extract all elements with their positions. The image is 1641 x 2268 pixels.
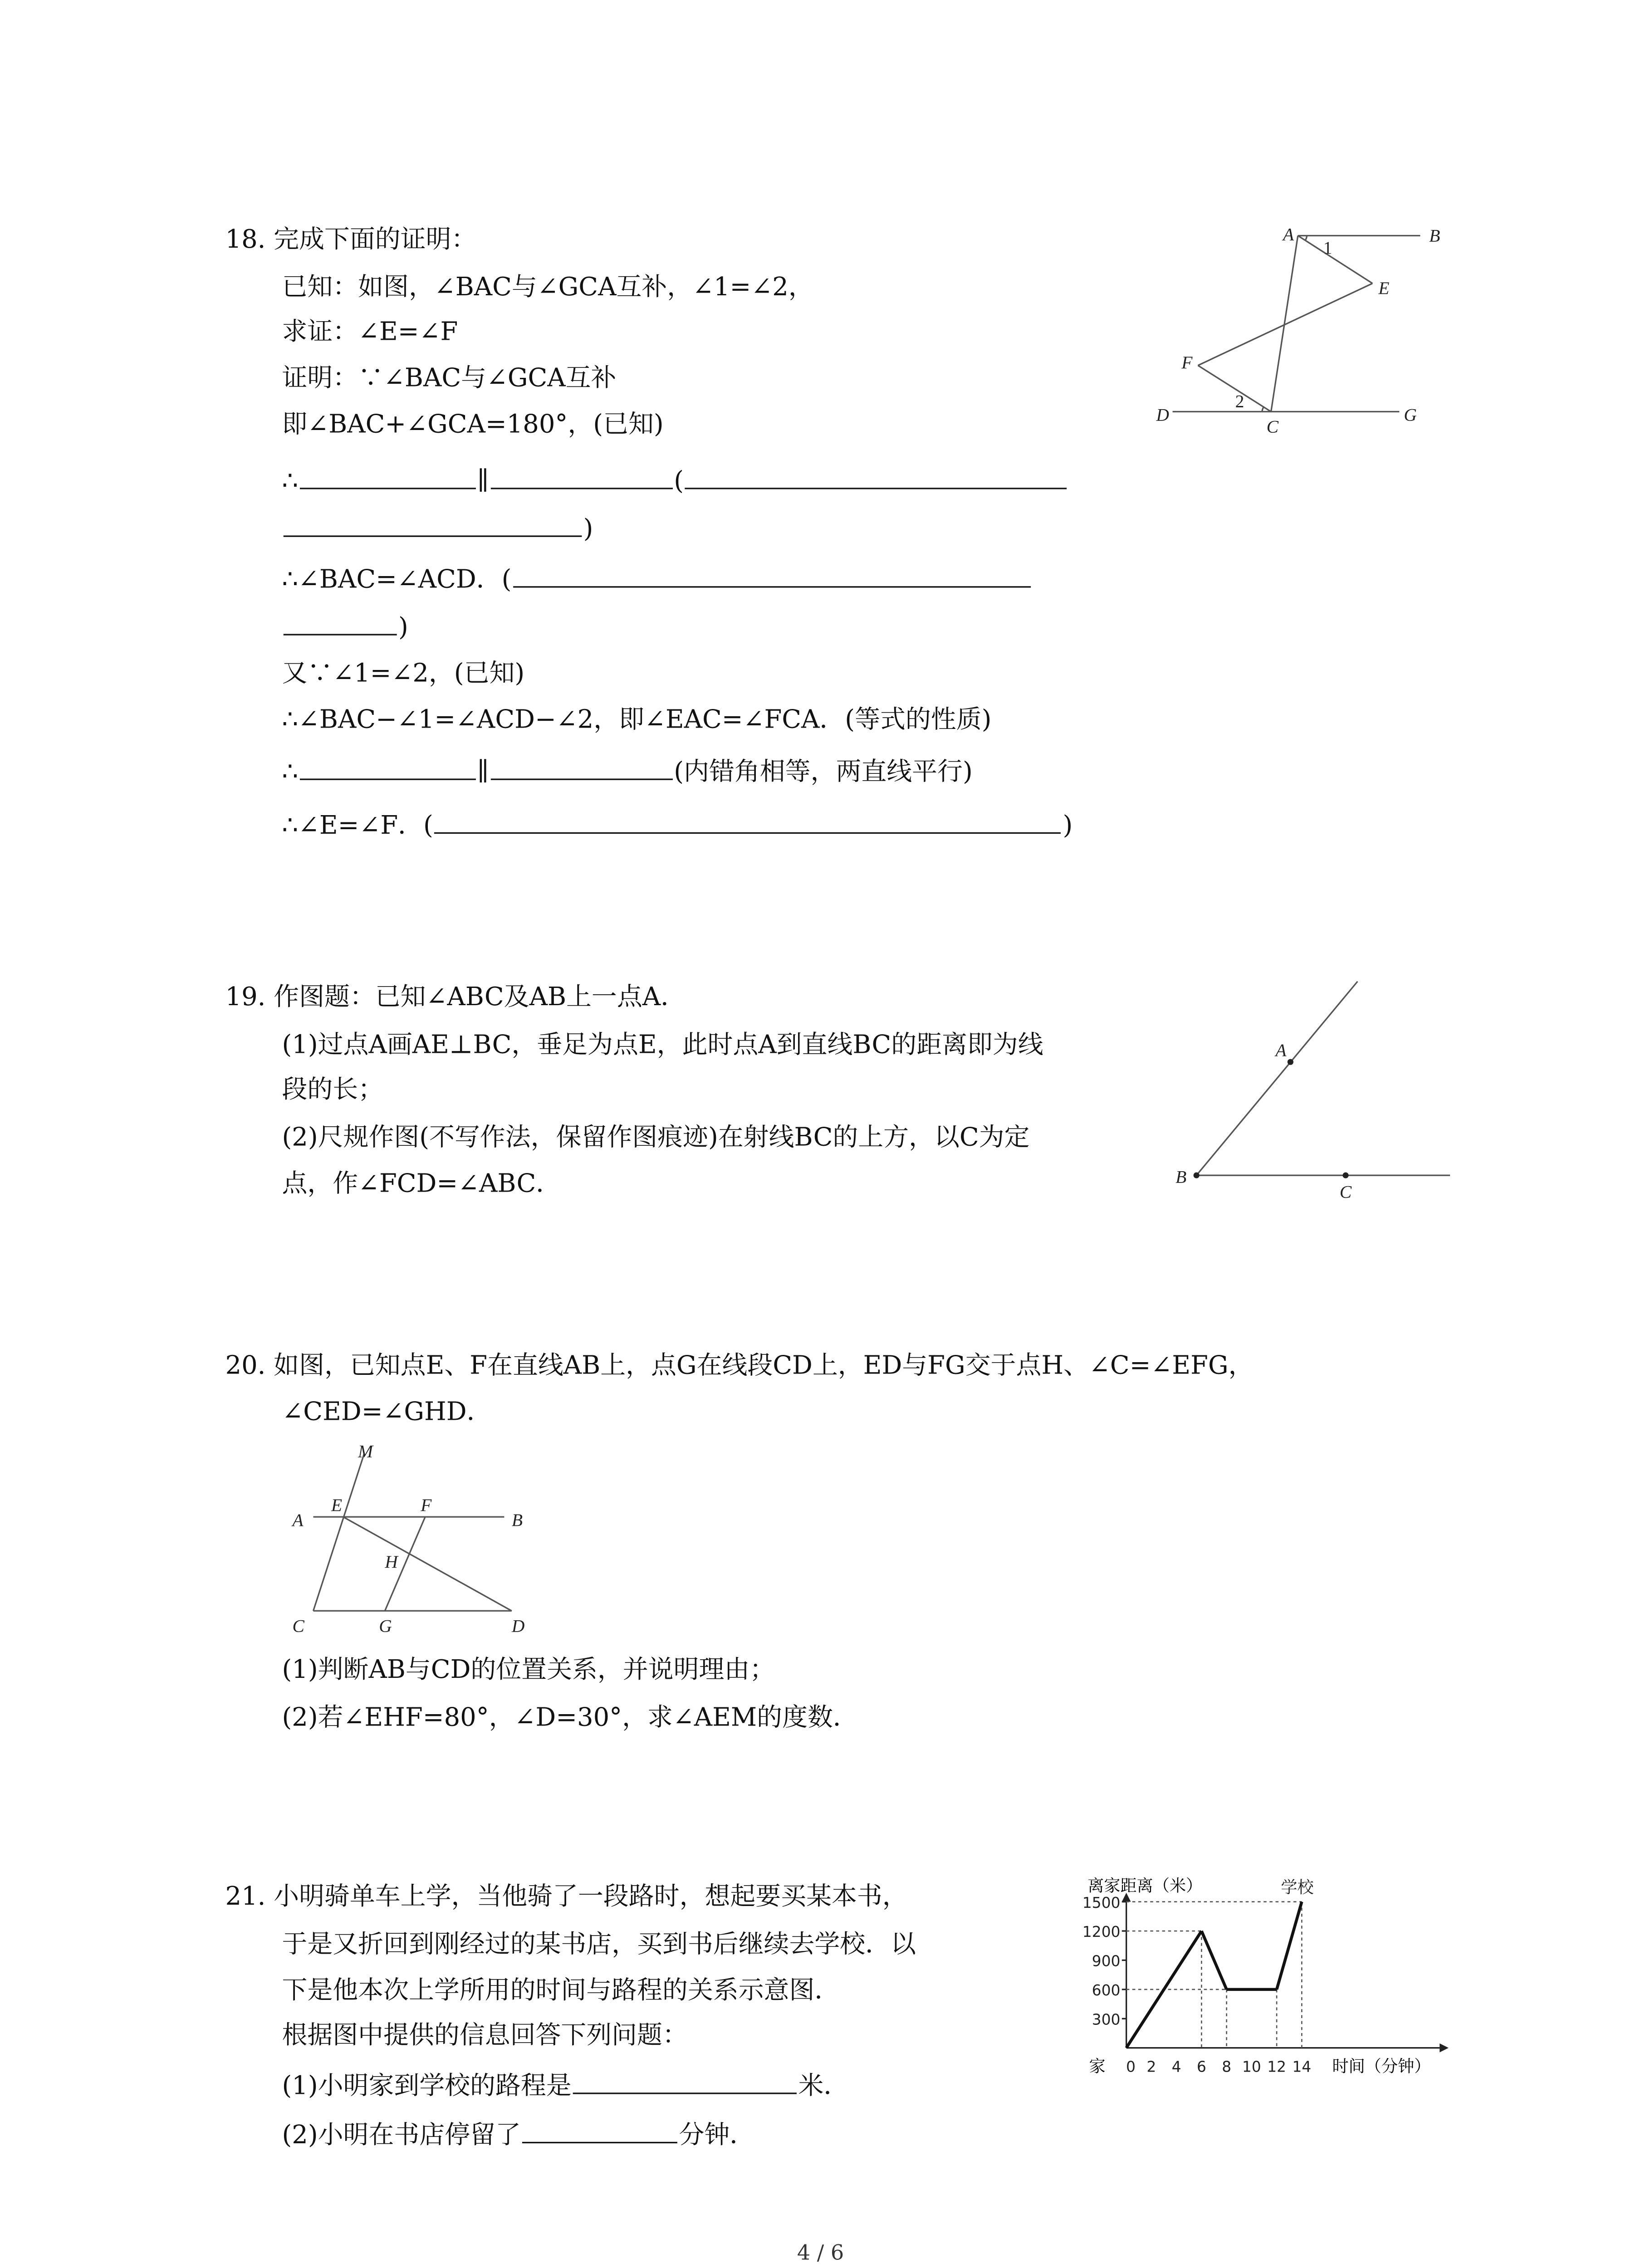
- x-tick-label: 8: [1222, 2058, 1232, 2076]
- label-d: D: [1156, 405, 1169, 425]
- label-c: C: [1339, 1182, 1352, 1202]
- line-mc: [314, 1454, 364, 1611]
- unit-text: 分钟．: [679, 2121, 755, 2151]
- label-h: H: [385, 1551, 398, 1572]
- label-e: E: [331, 1495, 343, 1515]
- answer-blank[interactable]: [522, 2116, 677, 2143]
- q18-proof-intro: 证明：∵∠BAC与∠GCA互补: [282, 364, 617, 394]
- reason-blank[interactable]: [435, 807, 1061, 834]
- label-f: F: [1181, 352, 1193, 373]
- close-paren: ): [1063, 811, 1073, 841]
- q18-given: 已知：如图，∠BAC与∠GCA互补，∠1=∠2，: [282, 273, 814, 303]
- q18-parallel-line-2: [282, 753, 972, 791]
- y-axis-label: 离家距离（米）: [1087, 1876, 1203, 1896]
- q19-part1-a: (1)过点A画AE⊥BC，垂足为点E，此时点A到直线BC的距离即为线: [282, 1031, 1043, 1061]
- label-m: M: [358, 1441, 373, 1461]
- q18-prove: 求证：∠E=∠F: [282, 318, 458, 348]
- question-text: (1)小明家到学校的路程是: [282, 2072, 572, 2102]
- ray-ba: [1196, 982, 1357, 1175]
- label-a: A: [1275, 1040, 1287, 1061]
- label-b: B: [1176, 1167, 1187, 1187]
- point-a: [1288, 1059, 1293, 1065]
- y-tick-label: 1200: [1082, 1923, 1121, 1941]
- question-text: (2)小明在书店停留了: [282, 2121, 521, 2151]
- label-c: C: [1266, 416, 1279, 437]
- therefore-symbol: ∴: [282, 467, 299, 497]
- q21-part1: [282, 2067, 849, 2104]
- statement-text: ∴∠E=∠F．(: [282, 811, 433, 841]
- label-e: E: [1378, 278, 1390, 298]
- q18-line-sum: 即∠BAC+∠GCA=180°，(已知): [282, 410, 664, 440]
- q19-part2-a: (2)尺规作图(不写作法，保留作图痕迹)在射线BC的上方，以C为定: [282, 1123, 1030, 1153]
- point-b: [1194, 1173, 1200, 1178]
- close-paren: ): [583, 514, 593, 545]
- reason-blank[interactable]: [284, 609, 397, 635]
- reason-blank[interactable]: [685, 462, 1067, 489]
- angle-1-label: 1: [1323, 237, 1332, 258]
- q20-part1: (1)判断AB与CD的位置关系，并说明理由；: [282, 1655, 775, 1686]
- q18-line-angles-eq: [282, 561, 1032, 598]
- unit-text: 米．: [798, 2072, 849, 2102]
- angle-2-label: 2: [1235, 391, 1244, 411]
- x-tick-label: 14: [1292, 2058, 1312, 2076]
- parallel-symbol: ∥: [477, 467, 489, 497]
- y-tick-label: 1500: [1082, 1893, 1121, 1911]
- q20-part2: (2)若∠EHF=80°，∠D=30°，求∠AEM的度数．: [282, 1703, 858, 1733]
- label-b: B: [511, 1510, 523, 1530]
- q20-title-b: ∠CED=∠GHD．: [282, 1398, 492, 1427]
- q18-reason-continuation-2: [282, 609, 408, 646]
- q18-reason-continuation-1: [282, 510, 593, 547]
- label-a: A: [292, 1510, 304, 1530]
- segment-ae: [1298, 236, 1372, 284]
- q21-part2: [282, 2116, 755, 2154]
- label-g: G: [379, 1616, 392, 1636]
- segment-ef: [1198, 284, 1372, 366]
- q20-title: 20. 如图，已知点E、F在直线AB上，点G在线段CD上，ED与FG交于点H、∠C=∠EFG，: [225, 1351, 1254, 1381]
- segment-ac: [1271, 236, 1298, 412]
- y-tick-label: 300: [1092, 2010, 1121, 2028]
- series-segment: [1201, 1931, 1226, 1989]
- label-c: C: [292, 1616, 304, 1636]
- origin-label: 家: [1089, 2056, 1106, 2076]
- q18-parallel-line-1: [282, 462, 1068, 499]
- label-g: G: [1404, 405, 1417, 425]
- x-tick-label: 6: [1196, 2058, 1206, 2076]
- segment-fc: [1198, 366, 1271, 412]
- answer-blank[interactable]: [490, 462, 672, 489]
- x-tick-label: 4: [1171, 2058, 1181, 2076]
- q18-line-also: 又∵∠1=∠2，(已知): [282, 659, 525, 689]
- q21-distance-time-chart: [1082, 1872, 1462, 2088]
- answer-blank[interactable]: [299, 462, 475, 489]
- q19-part2-b: 点，作∠FCD=∠ABC．: [282, 1169, 562, 1199]
- x-tick-label: 12: [1267, 2058, 1286, 2076]
- x-axis-arrow: [1440, 2043, 1449, 2053]
- close-paren: ): [398, 613, 408, 643]
- parallel-symbol: ∥: [477, 758, 489, 788]
- x-axis-label: 时间（分钟）: [1332, 2056, 1431, 2076]
- q19-title: 19. 作图题：已知∠ABC及AB上一点A．: [225, 982, 686, 1013]
- series-segment: [1277, 1902, 1302, 1989]
- q19-part1-b: 段的长；: [282, 1075, 384, 1105]
- segment-ed: [343, 1517, 512, 1611]
- school-annotation: 学校: [1281, 1877, 1314, 1897]
- label-f: F: [421, 1495, 432, 1515]
- answer-blank[interactable]: [490, 753, 672, 780]
- statement-text: ∴∠BAC=∠ACD．(: [282, 565, 512, 595]
- y-tick-label: 900: [1092, 1952, 1121, 1970]
- q19-angle-figure: [1164, 969, 1462, 1208]
- answer-blank[interactable]: [299, 753, 475, 780]
- reason-text: (内错角相等，两直线平行): [674, 758, 973, 788]
- x-tick-label: 0: [1126, 2058, 1136, 2076]
- answer-blank[interactable]: [573, 2067, 797, 2094]
- label-d: D: [511, 1616, 525, 1636]
- label-a: A: [1283, 224, 1294, 244]
- y-tick-label: 600: [1092, 1981, 1121, 1999]
- therefore-symbol: ∴: [282, 758, 299, 788]
- x-tick-label: 2: [1146, 2058, 1156, 2076]
- reason-blank[interactable]: [513, 561, 1031, 587]
- label-b: B: [1429, 225, 1440, 246]
- q20-geometry-figure: [280, 1439, 549, 1641]
- x-tick-label: 10: [1242, 2058, 1261, 2076]
- point-c: [1342, 1173, 1348, 1178]
- q18-geometry-figure: [1149, 216, 1462, 440]
- reason-blank[interactable]: [284, 510, 582, 537]
- q18-title: 18. 完成下面的证明：: [225, 225, 477, 255]
- q21-line2: 于是又折回到刚经过的某书店，买到书后继续去学校．以: [282, 1930, 916, 1960]
- q21-line3: 下是他本次上学所用的时间与路程的关系示意图．: [282, 1976, 840, 2006]
- open-paren: (: [674, 467, 684, 497]
- q18-line-conclusion: [282, 807, 1073, 844]
- q21-line4: 根据图中提供的信息回答下列问题：: [282, 2021, 688, 2051]
- page-number: 4 / 6: [797, 2242, 844, 2266]
- series-segment: [1127, 1931, 1202, 2048]
- q21-line1: 21. 小明骑单车上学，当他骑了一段路时，想起要买某本书，: [225, 1882, 908, 1912]
- q18-line-subtract: ∴∠BAC−∠1=∠ACD−∠2，即∠EAC=∠FCA．(等式的性质): [282, 705, 992, 736]
